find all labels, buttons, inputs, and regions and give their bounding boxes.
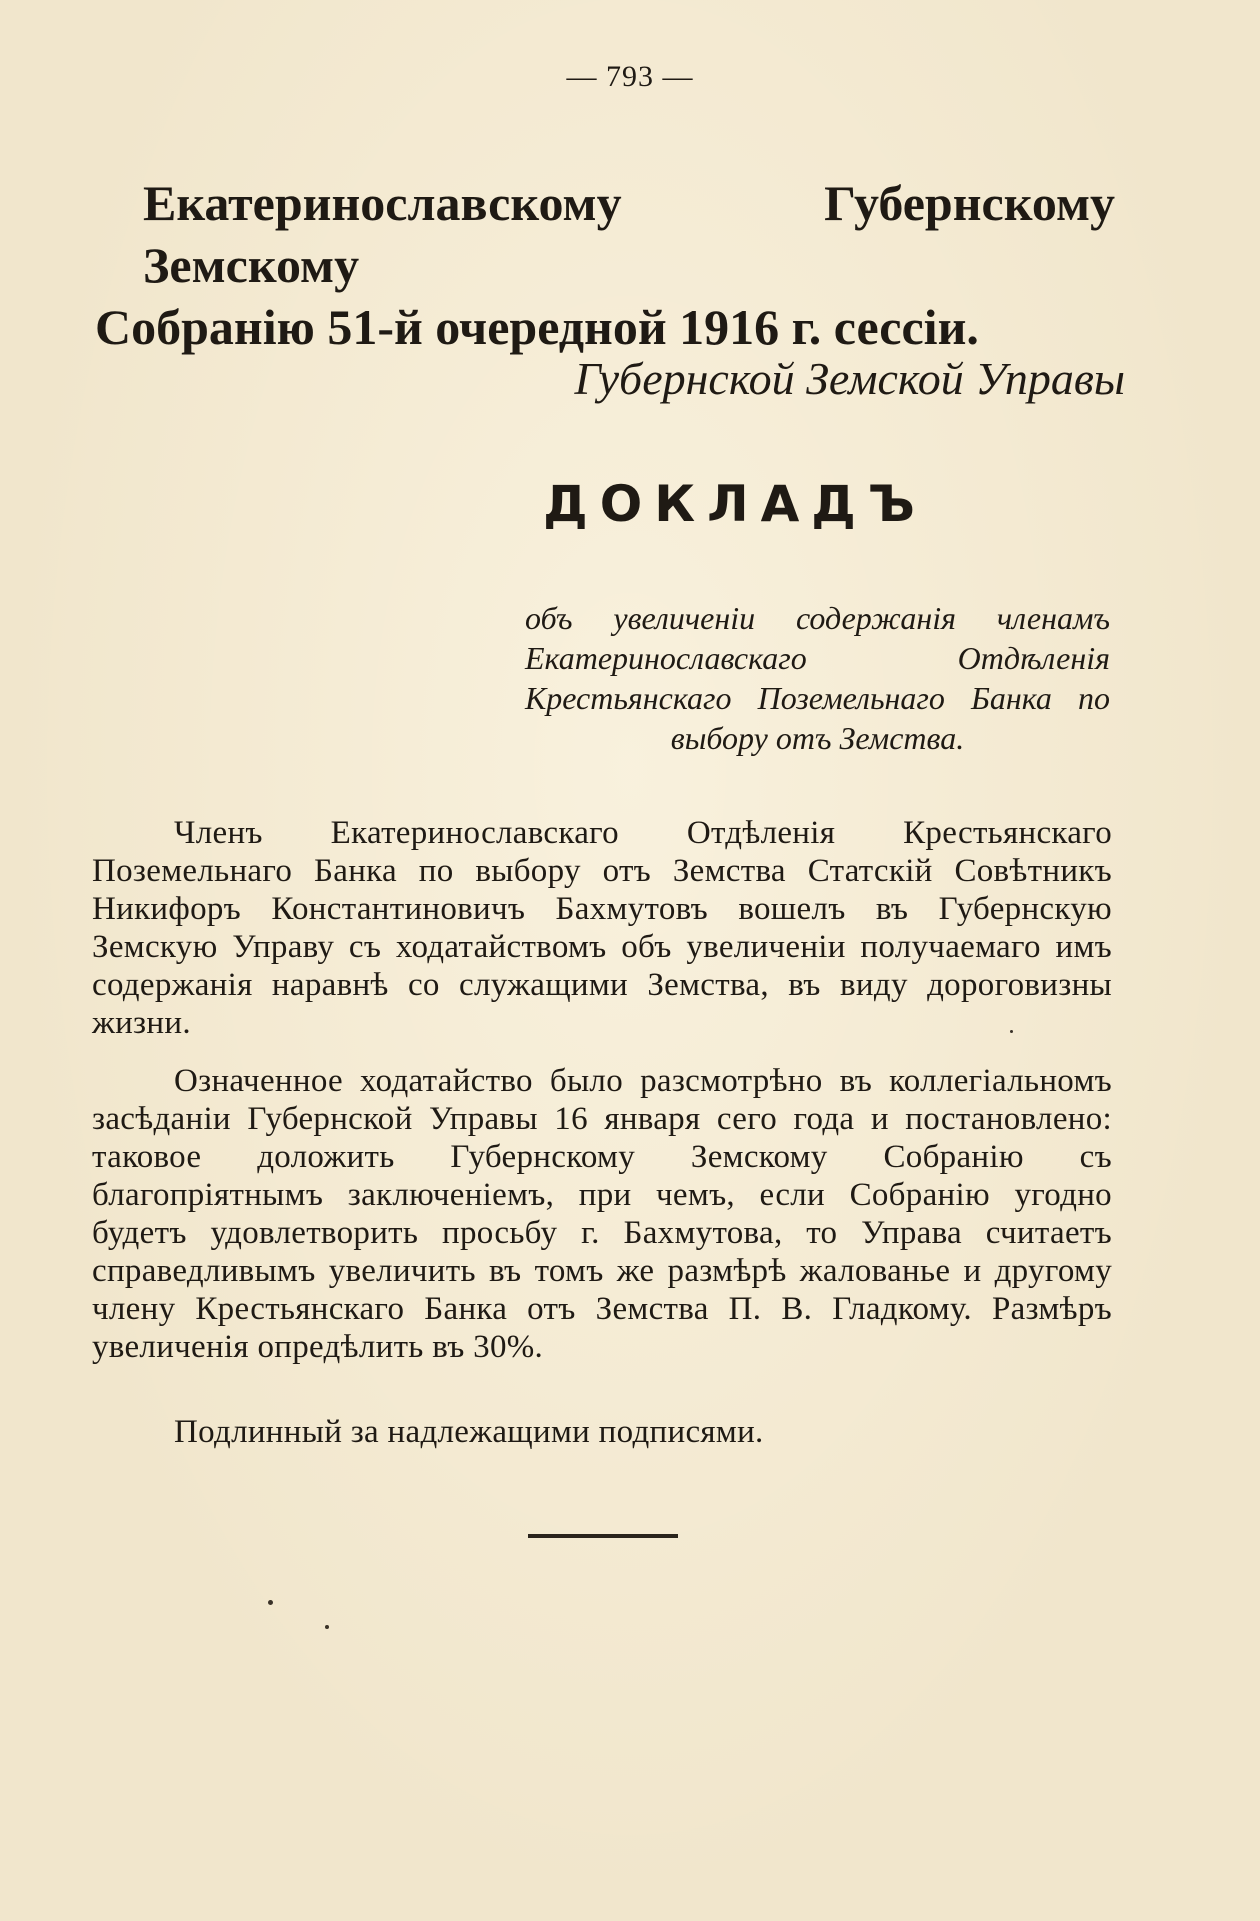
addressee-heading — [95, 172, 1115, 358]
closing-note: Подлинный за надлежащими подписями. — [174, 1414, 764, 1450]
paper-speck — [1010, 1030, 1013, 1033]
closing-divider — [528, 1534, 678, 1538]
addressee-line-1: Екатеринославскому Губернскому Земскому — [143, 175, 1115, 293]
body-paragraph-1: Членъ Екатеринославскаго Отдѣленія Крестьянскаго Поземельнаго Банка по выбору отъ Земства Статскій Совѣтникъ Никифоръ Константиновичъ Бахмутовъ вошелъ въ Губернскую Земскую Управу съ ходатайствомъ объ увеличеніи получаемаго имъ содержанія наравнѣ со служащими Земства, въ виду дороговизны жизни. — [92, 815, 1112, 1041]
body-paragraph-2: Означенное ходатайство было разсмотрѣно въ коллегіальномъ засѣданіи Губернской Управы 16 января сего года и постановлено: таковое доложить Губернскому Земскому Собранію съ благопріятнымъ заключеніемъ, при чемъ, если Собранію угодно будетъ удовлетворить просьбу г. Бахмутова, то Управа считаетъ справедливымъ увеличить въ томъ же размѣрѣ жалованье и другому члену Крестьянскаго Банка отъ Земства П. В. Гладкому. Размѣръ увеличенія опредѣлить въ 30%. — [92, 1063, 1112, 1365]
report-body — [92, 814, 1112, 1386]
addressee-line-2: Собранію 51-й очередной 1916 г. сессіи. — [95, 299, 979, 355]
paper-speck — [268, 1600, 273, 1605]
issuing-body: Губернской Земской Управы — [574, 353, 1125, 404]
paper-speck — [325, 1625, 329, 1629]
page-number: — 793 — — [566, 60, 694, 93]
report-subject: объ увеличеніи содержанія членамъ Екатеринославскаго Отдѣленія Крестьянскаго Поземельнаго Банка по выбору отъ Земства. — [525, 600, 1110, 756]
document-title: ДОКЛАДЪ — [543, 475, 927, 533]
